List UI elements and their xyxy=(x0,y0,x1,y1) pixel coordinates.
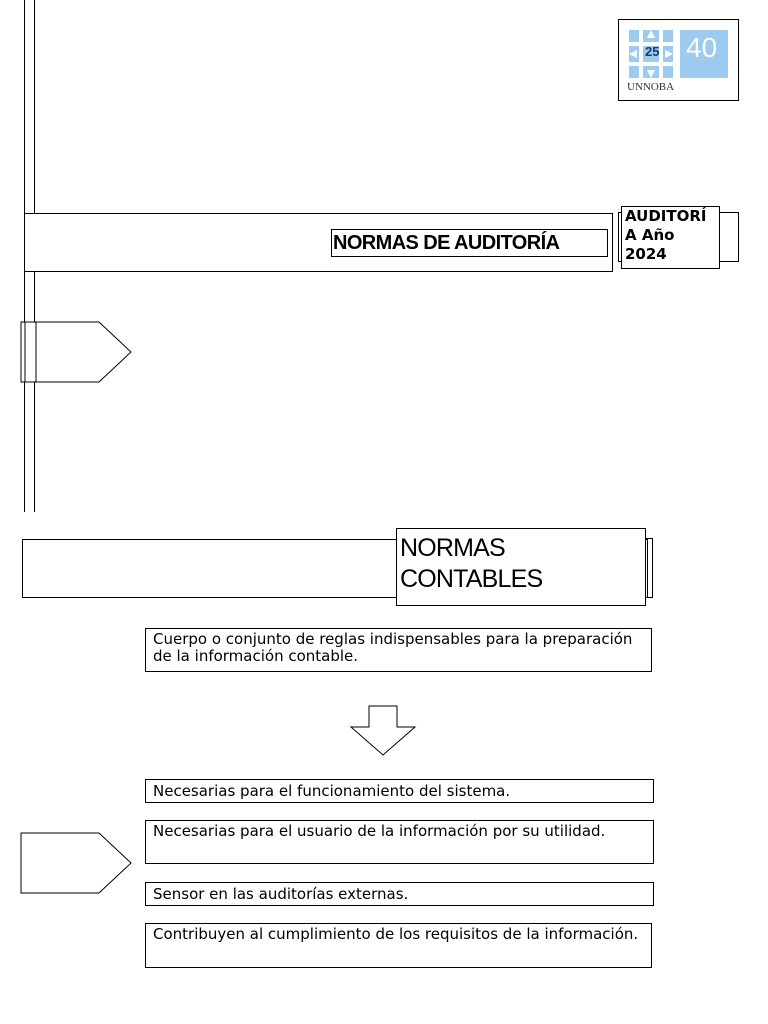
list-item-2-text: Necesarias para el usuario de la información por su utilidad. xyxy=(153,822,606,840)
header-title-text: NORMAS DE AUDITORÍA xyxy=(333,232,560,254)
header-title xyxy=(331,229,608,257)
section-title-line-1: NORMAS xyxy=(400,534,505,562)
list-item-3-text: Sensor en las auditorías externas. xyxy=(153,885,409,903)
section-title-line-2: CONTABLES xyxy=(400,565,543,593)
badge-line-3: 2024 xyxy=(625,245,667,263)
pentagon-arrow-bottom xyxy=(20,831,134,895)
section-title xyxy=(396,528,646,606)
definition-text: Cuerpo o conjunto de reglas indispensables para la preparación de la información contable. xyxy=(153,630,633,665)
badge-line-2: A Año xyxy=(625,226,675,244)
unnoba-logo xyxy=(618,19,739,101)
logo-right-numeral: 40 xyxy=(686,32,718,63)
list-item-1 xyxy=(145,779,654,803)
year-badge xyxy=(621,206,720,269)
list-item-3 xyxy=(145,882,654,906)
badge-line-1: AUDITORÍ xyxy=(625,207,707,225)
definition-box xyxy=(145,628,652,672)
down-arrow-icon xyxy=(348,705,418,757)
list-item-2 xyxy=(145,820,654,864)
list-item-4-text: Contribuyen al cumplimiento de los requisitos de la información. xyxy=(153,925,639,943)
logo-left-numeral: 25 xyxy=(645,44,660,59)
logo-wordmark: UNNOBA xyxy=(627,81,675,93)
pentagon-arrow-top xyxy=(20,320,134,384)
list-item-1-text: Necesarias para el funcionamiento del sistema. xyxy=(153,782,511,800)
list-item-4 xyxy=(145,923,652,968)
